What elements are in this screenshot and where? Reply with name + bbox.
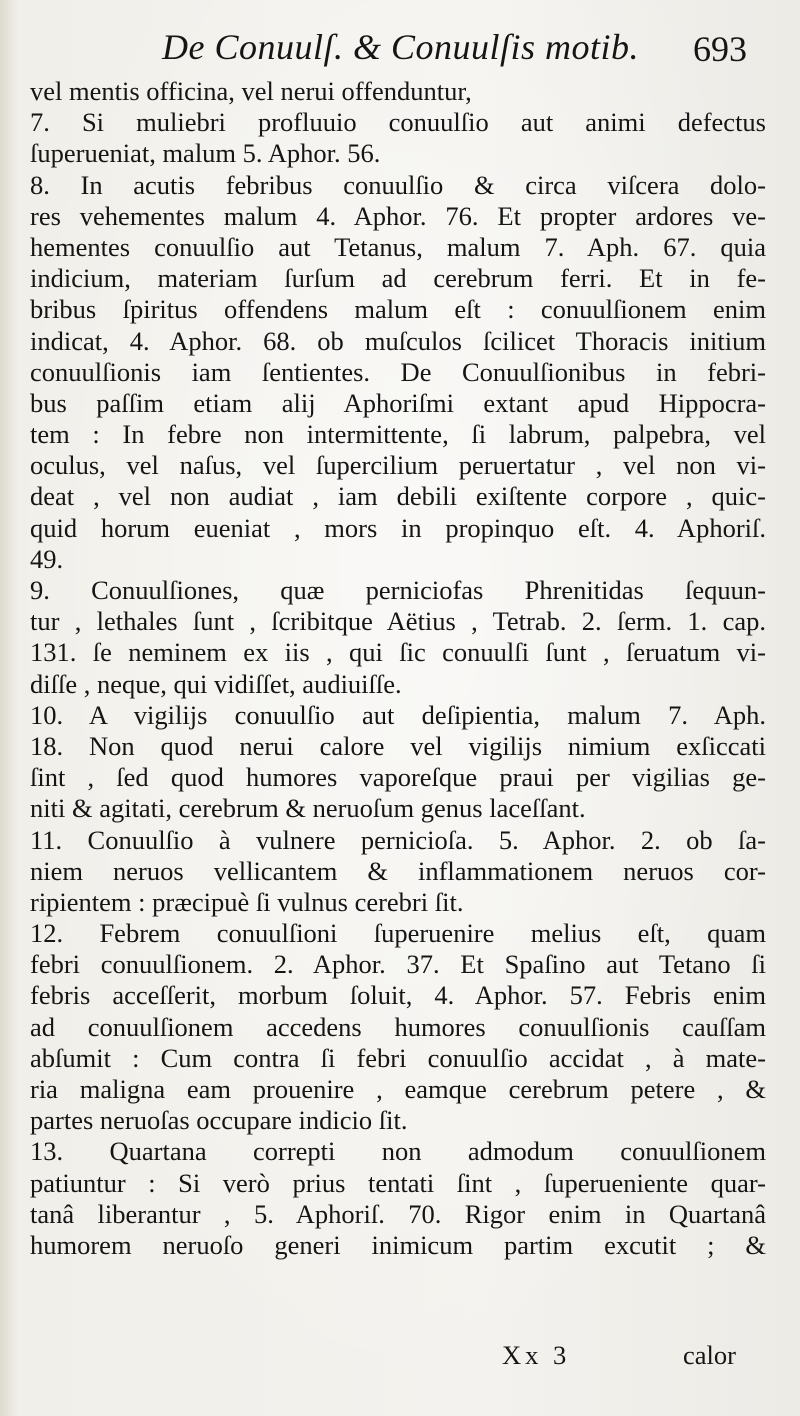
text-line: res vehementes malum 4. Aphor. 76. Et propter ardores ve- [30, 200, 766, 231]
text-line: niti & agitati, cerebrum & neruoſum genus laceſſant. [30, 793, 586, 824]
text-line: niem neruos vellicantem & inflammationem neruos cor- [30, 855, 766, 886]
page-number: 693 [693, 29, 747, 69]
text-line: conuulſionis iam ſentientes. De Conuulſionibus in febri- [30, 356, 766, 387]
running-title: De Conuulſ. & Conuulſis motib. [162, 27, 640, 67]
page-footer [0, 1340, 800, 1380]
text-line: 13. Quartana correpti non admodum conuulſionem [30, 1136, 766, 1167]
text-line: bus paſſim etiam alij Aphoriſmi extant apud Hippocra- [30, 387, 766, 418]
text-line: 18. Non quod nerui calore vel vigilijs nimium exſiccati [30, 730, 766, 761]
text-line: ad conuulſionem accedens humores conuulſionis cauſſam [30, 1011, 766, 1042]
text-line: ſint , ſed quod humores vaporeſque praui per vigilias ge- [30, 762, 766, 793]
text-line: 7. Si muliebri profluuio conuulſio aut animi defectus [30, 107, 766, 138]
text-line: 10. A vigilijs conuulſio aut deſipientia, malum 7. Aph. [30, 699, 766, 730]
text-line: quid horum eueniat , mors in propinquo eſt. 4. Aphoriſ. [30, 512, 766, 543]
text-line: oculus, vel naſus, vel ſupercilium peruertatur , vel non vi- [30, 450, 766, 481]
text-line: ripientem : præcipuè ſi vulnus cerebri ſit. [30, 886, 464, 917]
signature-mark: Xx 3 [502, 1340, 571, 1370]
text-line: tem : In febre non intermittente, ſi labrum, palpebra, vel [30, 419, 766, 450]
text-line: 49. [30, 543, 64, 574]
text-line: 9. Conuulſiones, quæ perniciofas Phrenitidas ſequun- [30, 575, 766, 605]
text-line: patiuntur : Si verò prius tentati ſint , ſuperueniente quar- [30, 1167, 766, 1198]
body-text [30, 76, 766, 1261]
text-line: humorem neruoſo generi inimicum partim excutit ; & [30, 1229, 766, 1260]
text-line: 12. Febrem conuulſioni ſuperuenire melius eſt, quam [30, 918, 766, 949]
text-line: indicat, 4. Aphor. 68. ob muſculos ſcilicet Thoracis initium [30, 325, 766, 356]
text-line: deat , vel non audiat , iam debili exiſtente corpore , quic- [30, 481, 766, 512]
text-line: ſuperueniat, malum 5. Aphor. 56. [30, 138, 381, 169]
catchword: calor [683, 1340, 736, 1370]
text-line: tanâ liberantur , 5. Aphoriſ. 70. Rigor enim in Quartanâ [30, 1198, 766, 1229]
text-line: febris acceſſerit, morbum ſoluit, 4. Aphor. 57. Febris enim [30, 980, 766, 1011]
text-line: 11. Conuulſio à vulnere pernicioſa. 5. Aphor. 2. ob ſa- [30, 824, 766, 855]
text-line: bribus ſpiritus offendens malum eſt : conuulſionem enim [30, 294, 766, 325]
page-header [0, 22, 800, 82]
text-line: vel mentis officina, vel nerui offenduntur, [30, 76, 472, 106]
text-line: 8. In acutis febribus conuulſio & circa viſcera dolo- [30, 169, 766, 200]
text-line: 131. ſe neminem ex iis , qui ſic conuulſi ſunt , ſeruatum vi- [30, 637, 766, 668]
text-line: tur , lethales ſunt , ſcribitque Aëtius , Tetrab. 2. ſerm. 1. cap. [30, 606, 766, 637]
text-line: ria maligna eam prouenire , eamque cerebrum petere , & [30, 1074, 766, 1104]
text-line: abſumit : Cum contra ſi febri conuulſio accidat , à mate- [30, 1042, 766, 1073]
text-line: febri conuulſionem. 2. Aphor. 37. Et Spaſino aut Tetano ſi [30, 949, 766, 980]
text-line: partes neruoſas occupare indicio ſit. [30, 1105, 408, 1136]
text-line: diſſe , neque, qui vidiſſet, audiuiſſe. [30, 668, 402, 699]
text-line: hementes conuulſio aut Tetanus, malum 7. Aph. 67. quia [30, 231, 766, 262]
text-line: indicium, materiam ſurſum ad cerebrum ferri. Et in fe- [30, 263, 766, 294]
